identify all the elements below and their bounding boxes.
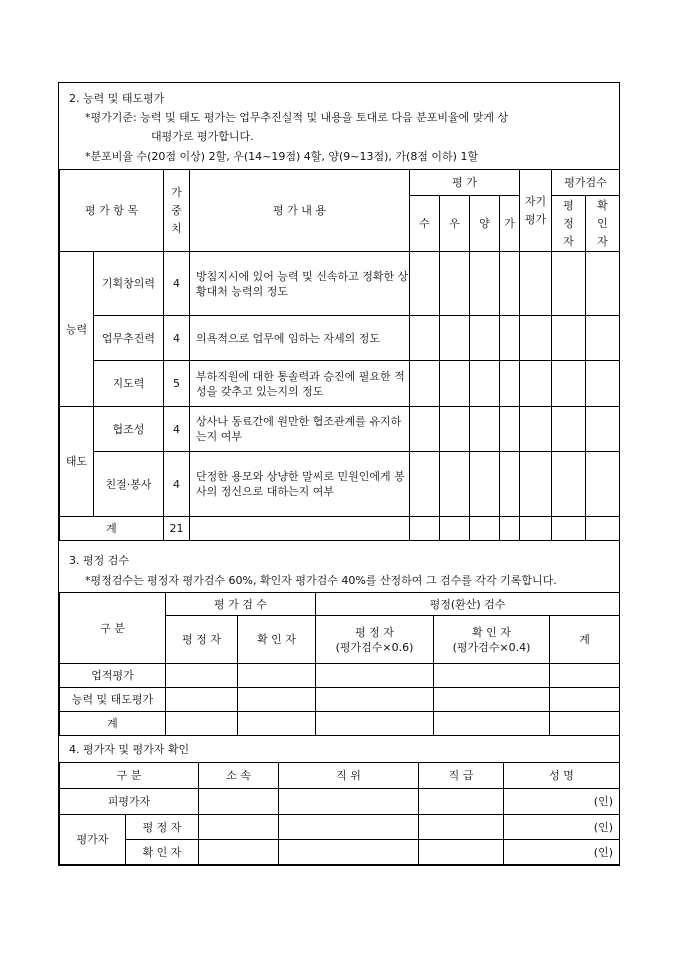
seal-cell[interactable]: (인) [504,815,620,840]
seal-cell[interactable]: (인) [504,840,620,865]
item-label: 친절·봉사 [94,452,164,517]
eval4-affiliation: 소 속 [199,763,279,789]
item-label: 기획창의력 [94,252,164,316]
section4-header [59,735,619,762]
grade-cell[interactable] [410,361,440,407]
total-label: 계 [60,517,164,541]
header-weight: 가중치 [164,170,190,252]
score-cell[interactable] [166,712,238,736]
header-evaluator: 평정자 [552,196,586,252]
section2-header [59,83,619,169]
evaluator-cell[interactable] [552,452,586,517]
confirmer-cell[interactable] [586,252,620,316]
score-cell[interactable] [434,688,550,712]
table-row [60,316,620,361]
item-desc: 상사나 동료간에 원만한 협조관계를 유지하는지 여부 [190,407,410,452]
score-cell[interactable] [434,712,550,736]
evaluatee-label: 피평가자 [60,789,199,815]
section3-header [59,546,619,592]
grade-cell[interactable] [419,840,504,865]
score-row-label: 계 [60,712,166,736]
header-self-eval: 자기평가 [520,170,552,252]
header-content: 평 가 내 용 [190,170,410,252]
item-desc: 부하직원에 대한 통솔력과 승진에 필요한 적성을 갖추고 있는지의 정도 [190,361,410,407]
grade-cell[interactable] [500,361,520,407]
table-row [60,840,620,865]
item-desc: 의욕적으로 업무에 임하는 자세의 정도 [190,316,410,361]
table-row [60,452,620,517]
grade-cell[interactable] [470,361,500,407]
item-label: 지도력 [94,361,164,407]
section3-note: *평정검수는 평정자 평가검수 60%, 확인자 평가검수 40%를 산정하여 그 검수를 각각 기록합니다. [85,574,557,587]
grade-cell[interactable] [500,252,520,316]
score-evaluator-conv: 평 정 자 (평가검수×0.6) [316,616,434,664]
position-cell[interactable] [279,840,419,865]
seal-cell[interactable]: (인) [504,789,620,815]
evaluator-table [59,762,620,865]
grade-cell[interactable] [470,452,500,517]
score-cell[interactable] [316,664,434,688]
header-grade: 평 가 [410,170,520,196]
grade-cell[interactable] [440,316,470,361]
section3-heading: 3. 평정 검수 [69,554,129,567]
eval4-division: 구 분 [60,763,199,789]
score-cell[interactable] [316,712,434,736]
score-cell[interactable] [238,664,316,688]
evaluator-group-label: 평가자 [60,815,126,865]
grade-cell[interactable] [440,361,470,407]
table-row [60,361,620,407]
item-weight: 5 [164,361,190,407]
grade-cell[interactable] [470,316,500,361]
criteria-line2: 대평가로 평가합니다. [151,130,254,143]
position-cell[interactable] [279,815,419,840]
grade-cell[interactable] [500,452,520,517]
eval4-position: 직 위 [279,763,419,789]
score-cell[interactable] [166,664,238,688]
self-eval-cell[interactable] [520,252,552,316]
score-cell[interactable] [550,712,620,736]
score-cell[interactable] [550,664,620,688]
confirmer-cell[interactable] [586,407,620,452]
distribution-note: *분포비율 수(20점 이상) 2할, 우(14~19점) 4할, 양(9~13점), 가(8점 이하) 1할 [85,150,479,163]
grade-yang: 양 [470,196,500,252]
eval4-grade: 직 급 [419,763,504,789]
grade-cell[interactable] [470,407,500,452]
evaluation-form [58,82,620,866]
score-division: 구 분 [60,593,166,664]
self-eval-cell[interactable] [520,316,552,361]
item-desc: 방침지시에 있어 능력 및 신속하고 정확한 상황대처 능력의 정도 [190,252,410,316]
grade-cell[interactable] [500,316,520,361]
confirmer-cell[interactable] [586,361,620,407]
score-cell[interactable] [166,688,238,712]
confirmer-cell[interactable] [586,452,620,517]
table-row [60,712,620,736]
header-review: 평가검수 [552,170,620,196]
criteria-line1: *평가기준: 능력 및 태도 평가는 업무추진실적 및 내용을 토대로 다음 분포비율에 맞게 상 [85,111,509,124]
item-label: 업무추진력 [94,316,164,361]
item-desc: 단정한 용모와 상냥한 말씨로 민원인에게 봉사의 정신으로 대하는지 여부 [190,452,410,517]
grade-cell[interactable] [410,407,440,452]
evaluator-cell[interactable] [552,252,586,316]
score-cell[interactable] [238,688,316,712]
grade-cell[interactable] [419,815,504,840]
score-total-header: 계 [550,616,620,664]
affiliation-cell[interactable] [199,840,279,865]
item-weight: 4 [164,316,190,361]
confirmer-cell[interactable] [586,316,620,361]
self-eval-cell[interactable] [520,407,552,452]
ability-attitude-table [59,169,620,541]
affiliation-cell[interactable] [199,789,279,815]
evaluator-cell[interactable] [552,361,586,407]
score-cell[interactable] [316,688,434,712]
group-ability: 능력 [60,252,94,407]
item-weight: 4 [164,407,190,452]
grade-cell[interactable] [500,407,520,452]
group-attitude: 태도 [60,407,94,517]
evaluator-label: 평 정 자 [126,815,199,840]
confirmer-label: 확 인 자 [126,840,199,865]
grade-u: 우 [440,196,470,252]
header-confirmer: 확인자 [586,196,620,252]
header-item: 평 가 항 목 [60,170,164,252]
score-cell[interactable] [238,712,316,736]
affiliation-cell[interactable] [199,815,279,840]
grade-cell[interactable] [440,407,470,452]
table-row [60,688,620,712]
evaluator-cell[interactable] [552,316,586,361]
grade-cell[interactable] [470,252,500,316]
section4-heading: 4. 평가자 및 평가자 확인 [69,743,190,756]
grade-cell[interactable] [419,789,504,815]
grade-cell[interactable] [410,452,440,517]
score-row-label: 능력 및 태도평가 [60,688,166,712]
grade-cell[interactable] [440,452,470,517]
grade-cell[interactable] [410,316,440,361]
grade-cell[interactable] [440,252,470,316]
score-evaluator: 평 정 자 [166,616,238,664]
table-row [60,815,620,840]
score-converted-header: 평정(환산) 검수 [316,593,620,616]
total-row [60,517,620,541]
score-table [59,592,620,736]
eval4-name: 성 명 [504,763,620,789]
table-row [60,407,620,452]
table-row [60,789,620,815]
score-cell[interactable] [550,688,620,712]
grade-cell[interactable] [410,252,440,316]
position-cell[interactable] [279,789,419,815]
score-cell[interactable] [434,664,550,688]
evaluator-cell[interactable] [552,407,586,452]
score-confirmer-conv: 확 인 자 (평가검수×0.4) [434,616,550,664]
item-label: 협조성 [94,407,164,452]
section2-heading: 2. 능력 및 태도평가 [69,92,165,105]
grade-su: 수 [410,196,440,252]
total-weight: 21 [164,517,190,541]
self-eval-cell[interactable] [520,361,552,407]
score-confirmer: 확 인 자 [238,616,316,664]
table-row [60,664,620,688]
score-eval-header: 평 가 검 수 [166,593,316,616]
item-weight: 4 [164,452,190,517]
score-row-label: 업적평가 [60,664,166,688]
grade-ga: 가 [500,196,520,252]
table-row [60,252,620,316]
item-weight: 4 [164,252,190,316]
self-eval-cell[interactable] [520,452,552,517]
